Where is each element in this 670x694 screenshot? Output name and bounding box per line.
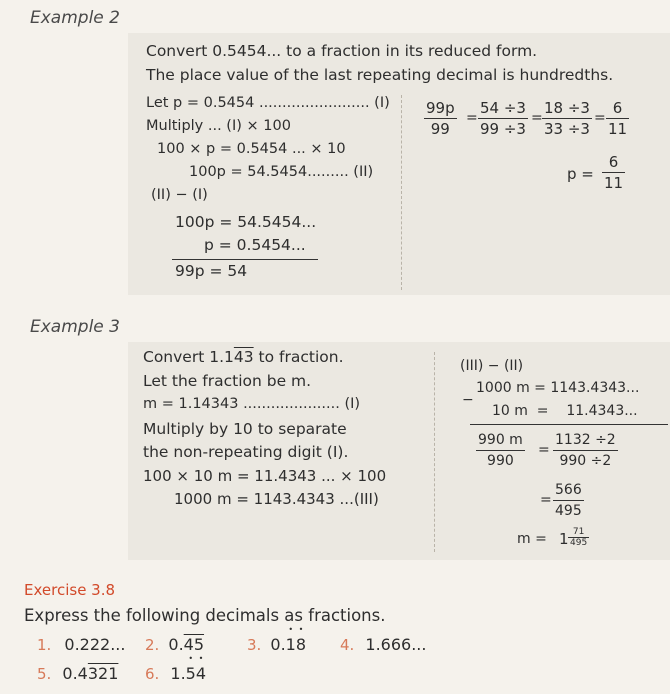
example-2-step2: 100p = 54.5454......... (II) xyxy=(189,164,374,180)
example-3-r-bottom: 10 m = 11.4343... xyxy=(492,403,638,419)
exercise-item-2: 2. 0.45 xyxy=(145,635,205,654)
exercise-item-3: 3. 0.• 1• 8 xyxy=(247,635,306,654)
example-3-r-frac2: $\frac{1132 \div 2}{990 \div 2}$ xyxy=(555,432,616,469)
exercise-item-1: 1. 0.222... xyxy=(37,635,126,654)
example-2-sub-bottom: p = 0.5454... xyxy=(204,236,306,254)
example-3-r-top: 1000 m = 1143.4343... xyxy=(476,380,640,396)
example-3-line3: m = 1.14343 ..................... (I) xyxy=(143,396,361,412)
example-3-final-whole: 1 xyxy=(559,530,569,548)
example-2-sub-result: 99p = 54 xyxy=(175,262,248,280)
example-3-r-minus: − xyxy=(462,392,474,408)
example-2-line1: Convert 0.5454... to a fraction in its reduced form. xyxy=(146,42,538,60)
example-3-r-line xyxy=(470,424,668,425)
example-3-line7: 1000 m = 1143.4343 ...(III) xyxy=(174,490,379,508)
example-2-step1: 100 × p = 0.5454 ... × 10 xyxy=(157,141,346,157)
example-3-line5: the non-repeating digit (I). xyxy=(143,443,349,461)
exercise-instruction: Express the following decimals as fractions. xyxy=(24,606,386,625)
example-2-multiply-line: Multiply ... (I) × 100 xyxy=(146,118,291,134)
exercise-item-5: 5. 0.4321 xyxy=(37,664,119,683)
example-2-sub-line xyxy=(172,259,318,260)
example-2-frac1: $\frac{99p}{99}$ xyxy=(426,99,455,138)
exercise-title: Exercise 3.8 xyxy=(24,581,116,599)
example-3-line4: Multiply by 10 to separate xyxy=(143,420,347,438)
example-3-r-frac1: $\frac{990 m}{990}$ xyxy=(478,432,523,469)
example-2-sub-top: 100p = 54.5454... xyxy=(175,213,317,231)
example-3-line1: Convert 1.143 to fraction. xyxy=(143,348,344,366)
example-2-frac2: $\frac{54 \div 3}{99 \div 3}$ xyxy=(480,99,526,138)
example-2-step3: (II) − (I) xyxy=(151,187,208,203)
example-2-title: Example 2 xyxy=(30,8,120,28)
example-3-title: Example 3 xyxy=(30,317,120,337)
example-2-let-line: Let p = 0.5454 ........................ (I) xyxy=(146,95,390,111)
example-3-divider xyxy=(434,352,435,552)
exercise-item-6: 6. 1.• 5• 4 xyxy=(145,664,206,683)
example-2-result-frac: $\frac{6}{11}$ xyxy=(604,153,624,192)
example-3-r-step: (III) − (II) xyxy=(460,358,524,374)
example-3-line6: 100 × 10 m = 11.4343 ... × 100 xyxy=(143,467,387,485)
example-3-final-frac: $\frac{71}{495}$ xyxy=(570,527,588,548)
exercise-item-4: 4. 1.666... xyxy=(340,635,427,654)
example-2-line2: The place value of the last repeating decimal is hundredths. xyxy=(146,66,614,84)
example-3-r-frac3: $\frac{566}{495}$ xyxy=(555,482,582,519)
example-2-frac4: $\frac{6}{11}$ xyxy=(608,99,628,138)
example-2-divider xyxy=(401,95,402,290)
example-2-frac3: $\frac{18 \div 3}{33 \div 3}$ xyxy=(544,99,590,138)
example-3-final-lhs: m = xyxy=(517,531,547,547)
example-2-result-lhs: p = xyxy=(567,165,594,183)
example-3-line2: Let the fraction be m. xyxy=(143,372,312,390)
